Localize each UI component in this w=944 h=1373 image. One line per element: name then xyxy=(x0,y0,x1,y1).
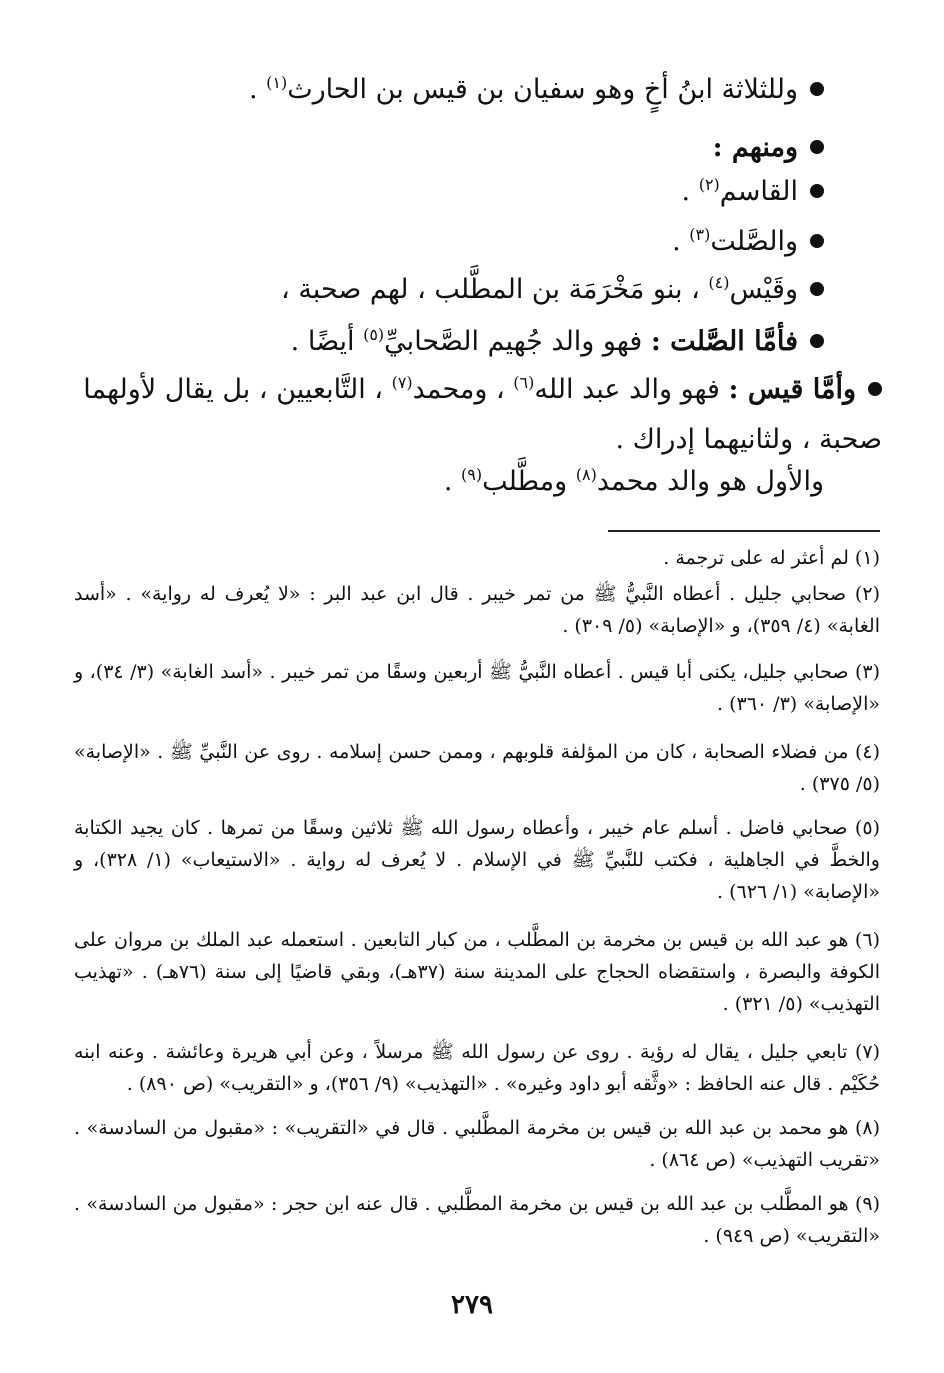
line-text: فهو والد جُهيم الصَّحابيِّ xyxy=(384,326,651,357)
footnote-ref: (٣) xyxy=(689,225,711,244)
footnote-divider xyxy=(608,530,880,532)
footnote-1: (١) لم أعثر له على ترجمة . xyxy=(663,547,880,569)
footnote-2: (٢) صحابي جليل . أعطاه النَّبيُّ ﷺ من تمر خيبر . قال ابن عبد البر : «لا يُعرف له رواية» . «أسد الغابة» (٤/ ٣٥٩)، و «الإصابة» (٥/ ٣٠٩) . xyxy=(74,583,880,637)
main-line-2 xyxy=(713,128,824,168)
bullet-icon xyxy=(810,140,824,154)
line-text-end: . xyxy=(443,466,461,497)
footnote-ref: (٩) xyxy=(460,465,483,484)
line-text-end: . xyxy=(248,74,267,105)
footnote-ref: (٦) xyxy=(513,373,535,392)
main-line-1 xyxy=(249,70,824,110)
line-lead: وأمَّا قيس : xyxy=(728,374,856,405)
main-line-3 xyxy=(682,172,824,212)
bullet-icon xyxy=(868,382,882,396)
footnote-ref: (٤) xyxy=(708,273,730,292)
footnote-8: (٨) هو محمد بن عبد الله بن قيس بن مخرمة المطَّلبي . قال في «التقريب» : «مقبول من السادسة» . «تقريب التهذيب» (ص ٨٦٤) . xyxy=(74,1117,880,1171)
footnote-ref: (٧) xyxy=(391,373,413,392)
main-line-7 xyxy=(83,370,882,410)
line-text-end: . xyxy=(681,176,699,207)
bullet-icon xyxy=(810,234,824,248)
footnote-9: (٩) هو المطَّلب بن عبد الله بن قيس بن مخرمة المطَّلبي . قال عنه ابن حجر : «مقبول من السادسة» . «التقريب» (ص ٩٤٩) . xyxy=(74,1193,880,1247)
line-text: والصَّلت xyxy=(710,226,798,257)
footnote-5: (٥) صحابي فاضل . أسلم عام خيبر ، وأعطاه رسول الله ﷺ ثلاثين وسقًا من تمرها . كان يجيد الكتابة والخطَّ في الجاهلية ، فكتب للنَّبيِّ ﷺ في الإسلام . لا يُعرف له رواية . «الاستيعاب» (١/ ٣٢٨)، و «الإصابة» (١/ ٦٢٦) . xyxy=(74,817,880,903)
footnote-ref: (٥) xyxy=(363,325,385,344)
footnote-ref: (١) xyxy=(266,73,288,92)
line-text-end: ، التَّابعيين ، بل يقال لأولهما xyxy=(83,374,392,405)
bullet-icon xyxy=(810,184,824,198)
footnote-ref: (٨) xyxy=(575,465,597,484)
line-text-end: أيضًا . xyxy=(290,326,364,357)
main-line-6 xyxy=(291,322,824,362)
main-line-4 xyxy=(672,222,824,262)
footnote-ref: (٢) xyxy=(698,175,720,194)
line-text: وللثلاثة ابنُ أخٍ وهو سفيان بن قيس بن الحارث xyxy=(287,74,798,105)
bullet-icon xyxy=(810,82,824,96)
line-text: وقَيْس xyxy=(729,274,798,305)
bullet-icon xyxy=(810,334,824,348)
footnote-3: (٣) صحابي جليل، يكنى أبا قيس . أعطاه النَّبيُّ ﷺ أربعين وسقًا من تمر خيبر . «أسد الغابة» (٣/ ٣٤)، و «الإصابة» (٣/ ٣٦٠) . xyxy=(74,661,880,715)
line-text-end: ، بنو مَخْرَمَة بن المطَّلب ، لهم صحبة ، xyxy=(281,274,709,305)
page-number: ٢٧٩ xyxy=(451,1290,493,1320)
main-line-8 xyxy=(615,420,882,460)
line-text-mid: ومطَّلب xyxy=(482,466,576,497)
bullet-icon xyxy=(810,282,824,296)
line-text: والأول هو والد محمد xyxy=(596,466,824,497)
line-lead: فأمَّا الصَّلت : xyxy=(650,326,798,357)
line-text: صحبة ، ولثانيهما إدراك . xyxy=(615,424,882,455)
line-text-end: . xyxy=(672,226,690,257)
main-line-5 xyxy=(281,270,824,310)
line-text: ومنهم : xyxy=(712,132,798,163)
line-text-mid: ، ومحمد xyxy=(412,374,514,405)
footnote-6: (٦) هو عبد الله بن قيس بن مخرمة بن المطَّلب ، من كبار التابعين . استعمله عبد الملك بن مروان على الكوفة والبصرة ، واستقضاه الحجاج على المدينة سنة (٣٧هـ)، وبقي قاضيًا إلى سنة (٧٦هـ) . «تهذيب التهذيب» (٥/ ٣٢١) . xyxy=(74,929,880,1015)
line-text: القاسم xyxy=(719,176,798,207)
footnote-4: (٤) من فضلاء الصحابة ، كان من المؤلفة قلوبهم ، وممن حسن إسلامه . روى عن النَّبيِّ ﷺ . «الإصابة» (٥/ ٣٧٥) . xyxy=(74,741,880,795)
footnote-7: (٧) تابعي جليل ، يقال له رؤية . روى عن رسول الله ﷺ مرسلاً ، وعن أبي هريرة وعائشة . وعنه ابنه حُكَيْم . قال عنه الحافظ : «وثَّقه أبو داود وغيره» . «التهذيب» (٩/ ٣٥٦)، و «التقريب» (ص ٨٩٠) . xyxy=(74,1041,880,1095)
main-line-9 xyxy=(444,462,824,502)
line-text: فهو والد عبد الله xyxy=(534,374,729,405)
